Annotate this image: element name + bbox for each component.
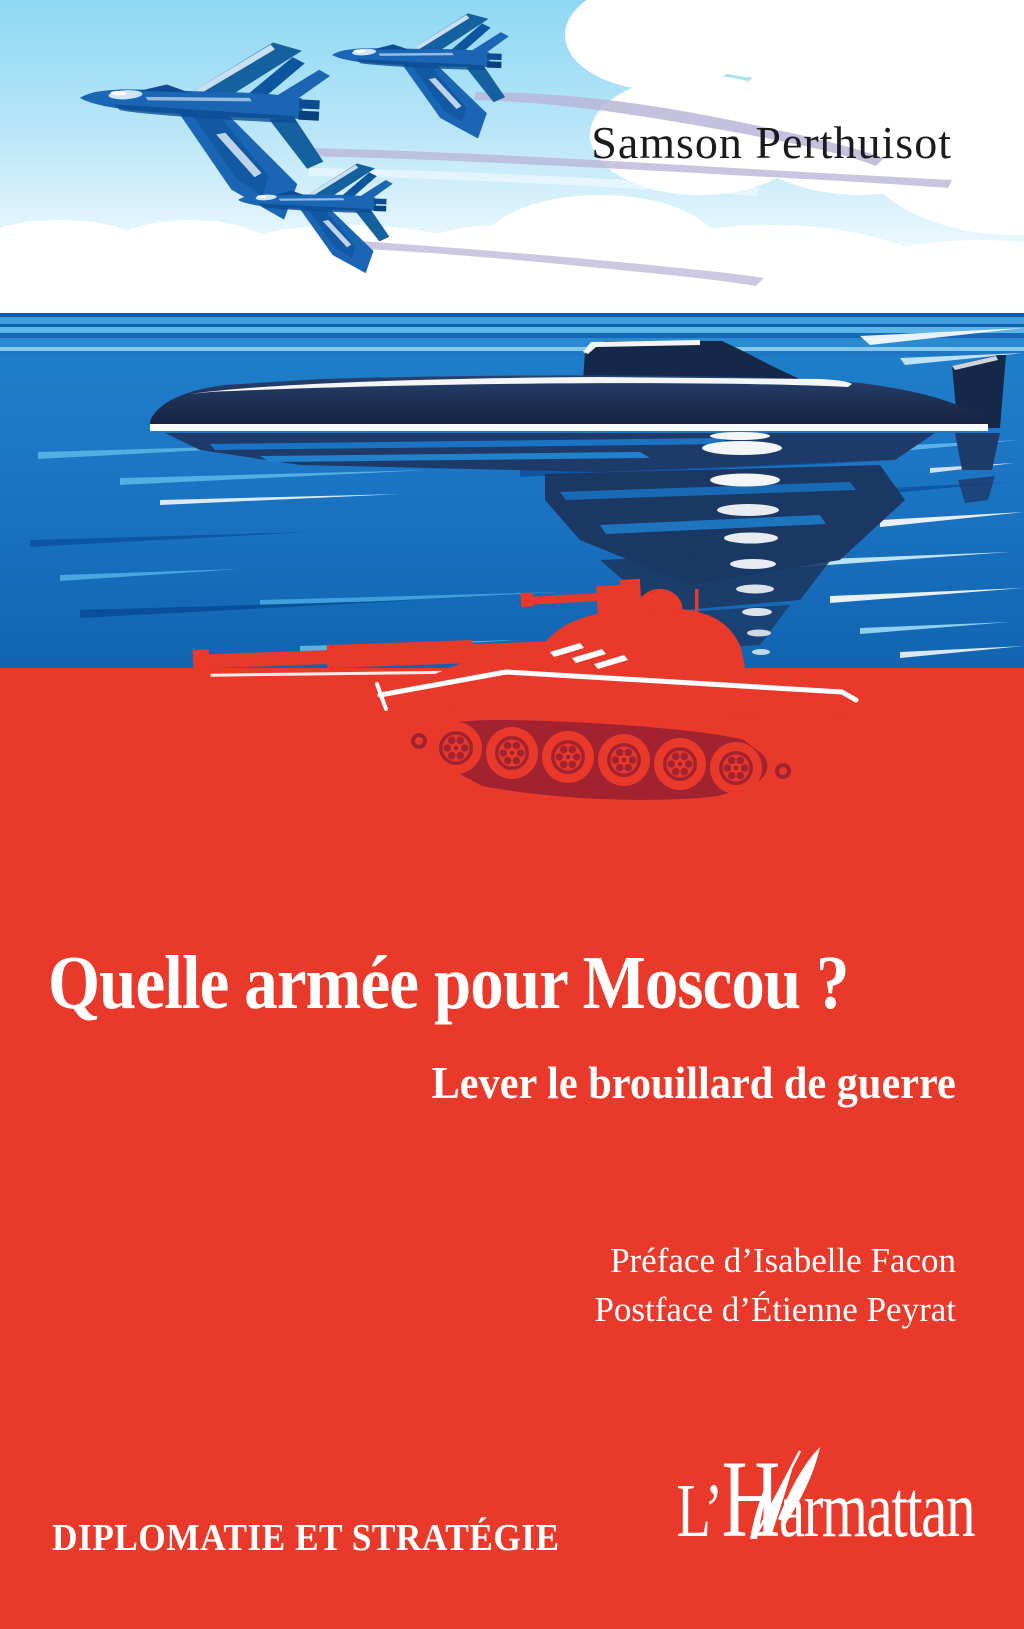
publisher-part-h: H <box>721 1438 779 1560</box>
preface-credit: Préface d’Isabelle Facon <box>610 1241 956 1280</box>
publisher-name <box>676 1436 974 1563</box>
credits-block <box>594 1236 956 1334</box>
author-name: Samson Perthuisot <box>591 117 952 168</box>
book-title: Quelle armée pour Moscou ? <box>48 941 849 1025</box>
series-name: DIPLOMATIE ET STRATÉGIE <box>52 1517 560 1559</box>
postface-credit: Postface d’Étienne Peyrat <box>594 1290 956 1329</box>
publisher-part-l: L’ <box>676 1469 722 1553</box>
book-subtitle: Lever le brouillard de guerre <box>431 1057 956 1108</box>
publisher-part-rest: armattan <box>778 1466 974 1554</box>
